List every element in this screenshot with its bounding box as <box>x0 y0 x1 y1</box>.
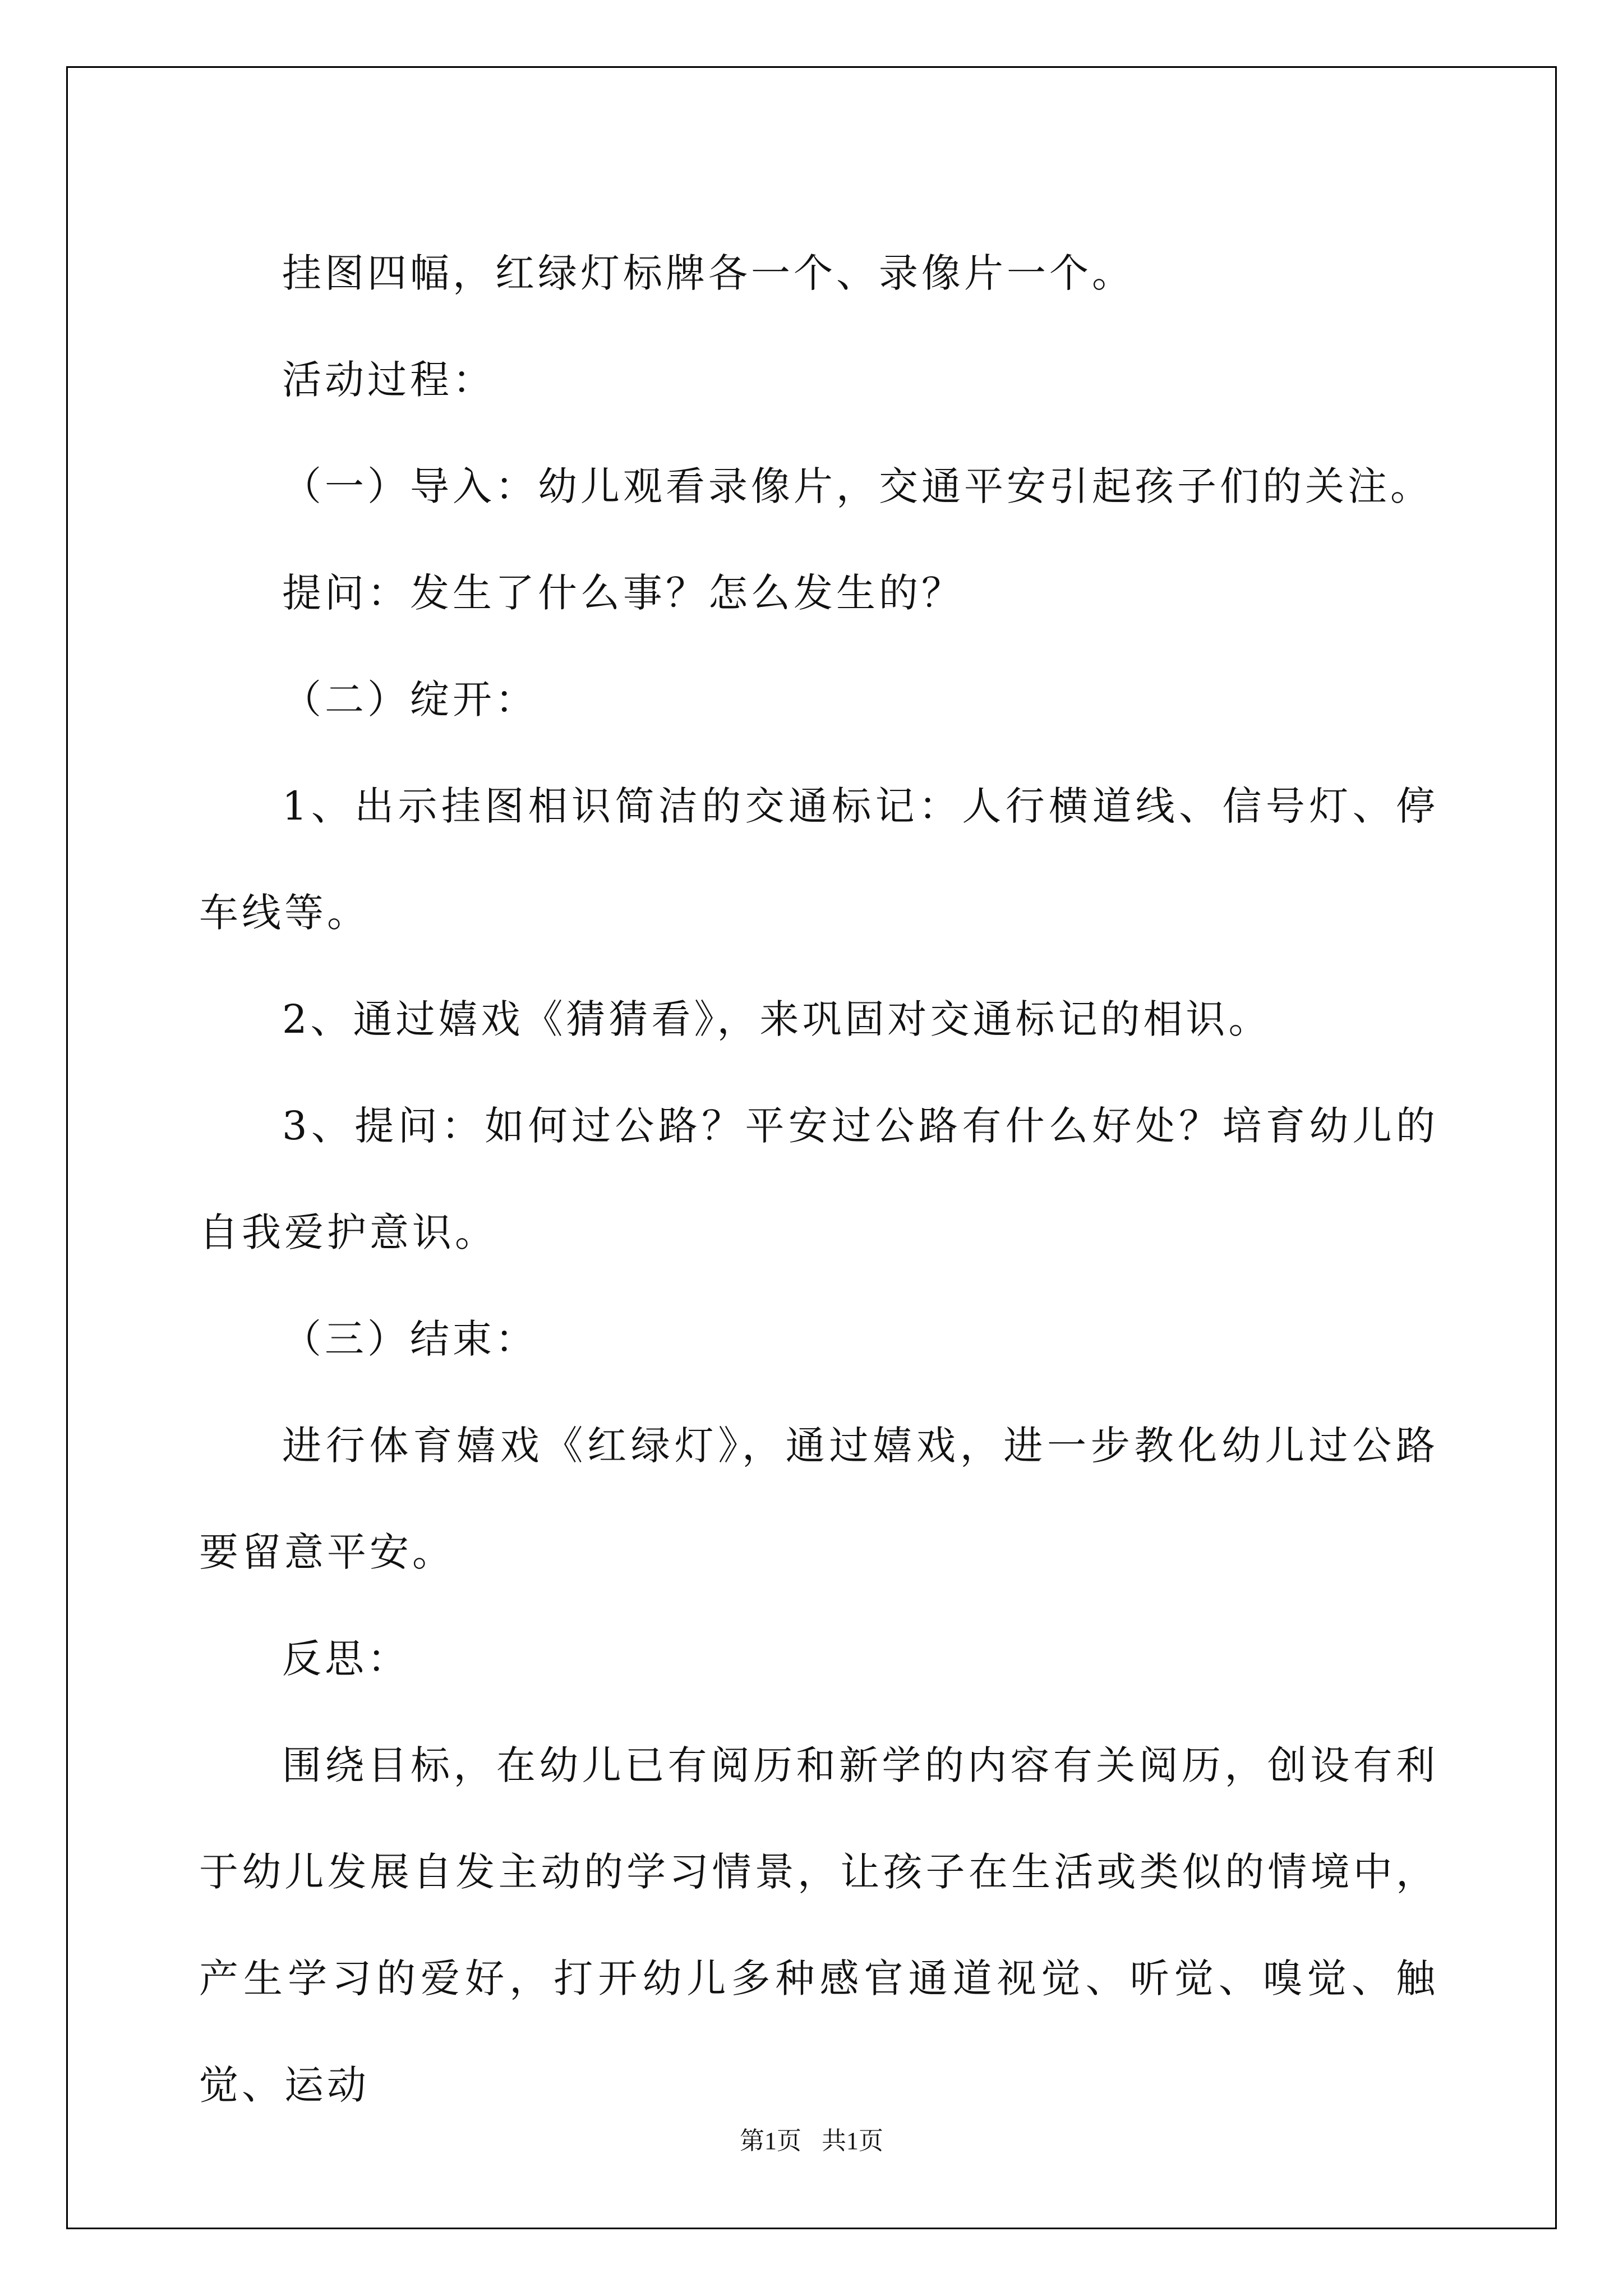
paragraph-reflection: 围绕目标，在幼儿已有阅历和新学的内容有关阅历，创设有利于幼儿发展自发主动的学习情景，让孩子在生活或类似的情境中，产生学习的爱好，打开幼儿多种感官通道视觉、听觉、嗅觉、触觉、运动 <box>199 1742 1438 2108</box>
paragraph-step-1: 1、出示挂图相识简洁的交通标记：人行横道线、信号灯、停车线等。 <box>199 783 1438 936</box>
page-footer <box>0 2120 1623 2156</box>
paragraph-materials: 挂图四幅，红绿灯标牌各一个、录像片一个。 <box>282 250 1135 296</box>
paragraph-reflection-heading: 反思： <box>282 1636 410 1682</box>
paragraph-step-2: 2、通过嬉戏《猜猜看》，来巩固对交通标记的相识。 <box>282 996 1271 1042</box>
paragraph-question: 提问：发生了什么事？怎么发生的？ <box>282 570 964 616</box>
document-body <box>199 220 1438 2138</box>
paragraph-game: 进行体育嬉戏《红绿灯》，通过嬉戏，进一步教化幼儿过公路要留意平安。 <box>199 1423 1438 1575</box>
paragraph-step-3: 3、提问：如何过公路？平安过公路有什么好处？培育幼儿的自我爱护意识。 <box>199 1103 1438 1255</box>
paragraph-intro: （一）导入：幼儿观看录像片，交通平安引起孩子们的关注。 <box>282 463 1433 509</box>
paragraph-expand-heading: （二）绽开： <box>282 677 538 723</box>
page-number: 第1页 <box>740 2127 801 2155</box>
paragraph-end-heading: （三）结束： <box>282 1316 538 1362</box>
paragraph-process-heading: 活动过程： <box>282 357 495 403</box>
page-total: 共1页 <box>822 2127 883 2155</box>
